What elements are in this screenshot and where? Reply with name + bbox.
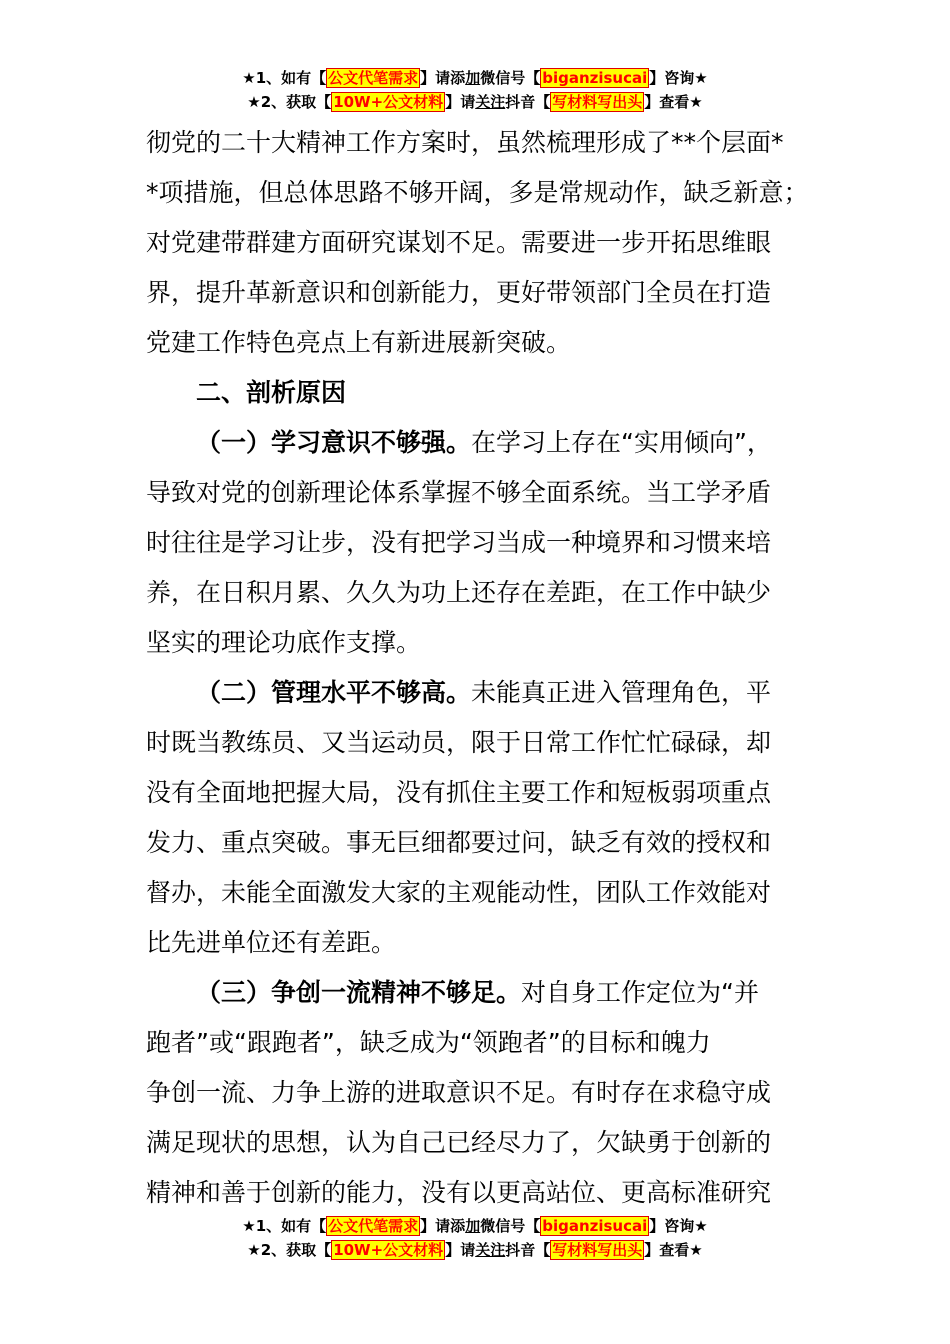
item-1-title: （一）学习意识不够强。 [196,428,472,457]
highlight-wechat-id: biganzisucai [542,1217,648,1235]
intro-line: 对党建带群建方面研究谋划不足。需要进一步开拓思维眼 [146,228,772,257]
item-1-line: 坚实的理论功底作支撑。 [146,628,422,657]
item-2-line: 发力、重点突破。事无巨细都要过问，缺乏有效的授权和 [146,828,772,857]
item-3-first-line: （三）争创一流精神不够足。对自身工作定位为“并 [196,978,759,1007]
highlight-service: 公文代笔需求 [328,69,419,87]
header-banner [0,66,950,114]
section-heading: 二、剖析原因 [196,378,347,407]
item-2-title: （二）管理水平不够高。 [196,678,472,707]
highlight-douyin: 写材料写出头 [552,93,643,111]
item-2-line: 比先进单位还有差距。 [146,928,397,957]
highlight-wechat-id: biganzisucai [542,69,648,87]
item-2-line: 时既当教练员、又当运动员，限于日常工作忙忙碌碌，却 [146,728,772,757]
banner-line-2: ★2、获取【 10W+公文材料 】请关注抖音【 写材料写出头 】查看★ [247,1241,703,1259]
item-2-first-line: （二）管理水平不够高。未能真正进入管理角色，平 [196,678,772,707]
highlight-materials: 10W+公文材料 [333,1241,444,1259]
item-1-line: 养，在日积月累、久久为功上还存在差距，在工作中缺少 [146,578,772,607]
item-3-line: 跑者”或“跟跑者”，缺乏成为“领跑者”的目标和魄力 [146,1028,711,1057]
highlight-douyin: 写材料写出头 [552,1241,643,1259]
intro-line: 界，提升革新意识和创新能力，更好带领部门全员在打造 [146,278,772,307]
highlight-service: 公文代笔需求 [328,1217,419,1235]
item-1-line: 导致对党的创新理论体系掌握不够全面系统。当工学矛盾 [146,478,772,507]
item-2-line: 没有全面地把握大局，没有抓住主要工作和短板弱项重点 [146,778,772,807]
item-2-line: 督办，未能全面激发大家的主观能动性，团队工作效能对 [146,878,772,907]
banner-line-1: ★1、如有【 公文代笔需求 】请添加微信号【 biganzisucai 】咨询★ [242,69,708,87]
intro-line: 彻党的二十大精神工作方案时，虽然梳理形成了**个层面* [146,128,784,157]
intro-line: 党建工作特色亮点上有新进展新突破。 [146,328,572,357]
document-body [146,118,836,1218]
item-3-line: 满足现状的思想，认为自己已经尽力了，欠缺勇于创新的 [146,1128,772,1157]
item-1-line: 时往往是学习让步，没有把学习当成一种境界和习惯来培 [146,528,772,557]
footer-banner [0,1214,950,1262]
item-3-title: （三）争创一流精神不够足。 [196,978,522,1007]
banner-line-1: ★1、如有【 公文代笔需求 】请添加微信号【 biganzisucai 】咨询★ [242,1217,708,1235]
banner-line-2: ★2、获取【 10W+公文材料 】请关注抖音【 写材料写出头 】查看★ [247,93,703,111]
highlight-materials: 10W+公文材料 [333,93,444,111]
item-3-line: 争创一流、力争上游的进取意识不足。有时存在求稳守成 [146,1078,772,1107]
item-1-first-line: （一）学习意识不够强。在学习上存在“实用倾向”， [196,428,772,457]
intro-line: *项措施，但总体思路不够开阔，多是常规动作，缺乏新意； [146,178,809,207]
item-3-line: 精神和善于创新的能力，没有以更高站位、更高标准研究 [146,1178,772,1207]
